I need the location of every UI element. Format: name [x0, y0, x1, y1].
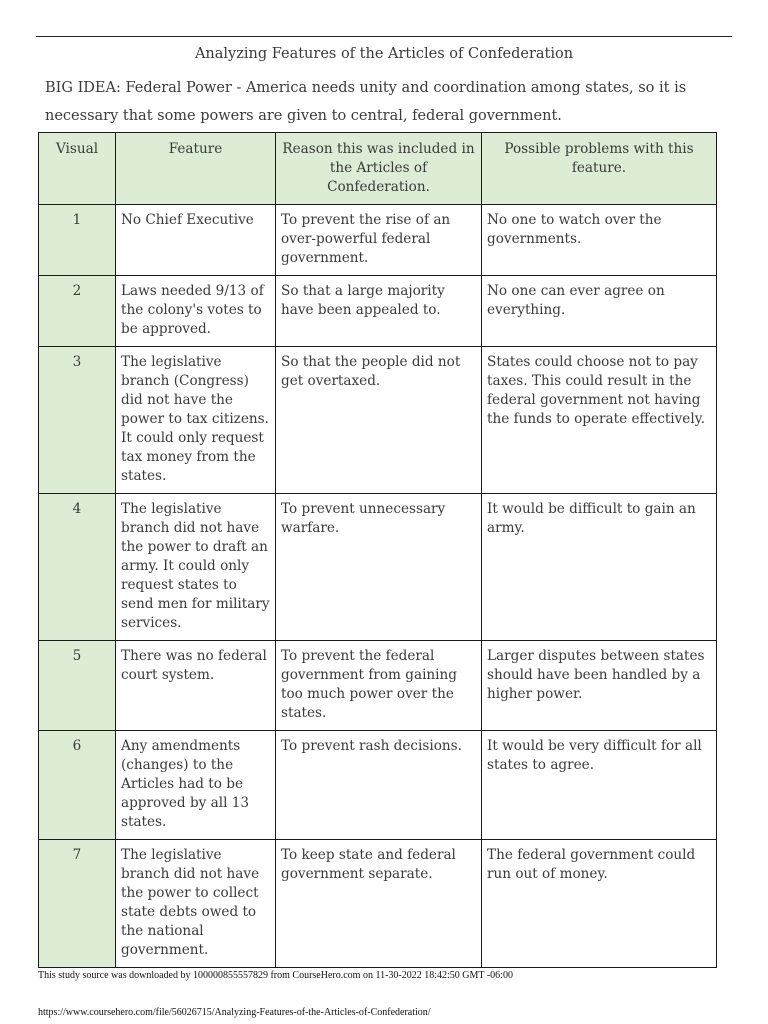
visual-cell: 4: [39, 494, 116, 641]
table-row: [39, 347, 717, 494]
problem-cell: It would be difficult to gain an army.: [482, 494, 717, 641]
download-notice: This study source was downloaded by 100000855557829 from CourseHero.com on 11-30-2022 18:42:50 GMT -06:00: [38, 970, 513, 981]
feature-cell: The legislative branch did not have the power to draft an army. It could only request states to send men for military services.: [116, 494, 276, 641]
visual-cell: 1: [39, 205, 116, 276]
reason-cell: To prevent rash decisions.: [276, 731, 482, 840]
problem-cell: No one can ever agree on everything.: [482, 276, 717, 347]
feature-cell: The legislative branch (Congress) did not have the power to tax citizens. It could only request tax money from the states.: [116, 347, 276, 494]
problem-cell: The federal government could run out of money.: [482, 840, 717, 968]
header-visual: Visual: [39, 133, 116, 205]
visual-cell: 6: [39, 731, 116, 840]
reason-cell: To prevent the rise of an over-powerful federal government.: [276, 205, 482, 276]
reason-cell: To prevent the federal government from gaining too much power over the states.: [276, 641, 482, 731]
table-row: [39, 276, 717, 347]
feature-cell: Any amendments (changes) to the Articles had to be approved by all 13 states.: [116, 731, 276, 840]
feature-cell: The legislative branch did not have the power to collect state debts owed to the national government.: [116, 840, 276, 968]
header-problems: Possible problems with this feature.: [482, 133, 717, 205]
top-divider: [36, 36, 732, 37]
feature-cell: No Chief Executive: [116, 205, 276, 276]
table-row: [39, 731, 717, 840]
visual-cell: 3: [39, 347, 116, 494]
table-row: [39, 840, 717, 968]
table-row: [39, 205, 717, 276]
header-reason: Reason this was included in the Articles of Confederation.: [276, 133, 482, 205]
table-header-row: [39, 133, 717, 205]
visual-cell: 2: [39, 276, 116, 347]
visual-cell: 7: [39, 840, 116, 968]
source-url: https://www.coursehero.com/file/56026715/Analyzing-Features-of-the-Articles-of-Confederation/: [38, 1007, 431, 1018]
header-feature: Feature: [116, 133, 276, 205]
problem-cell: States could choose not to pay taxes. This could result in the federal government not having the funds to operate effectively.: [482, 347, 717, 494]
table-body: [39, 205, 717, 968]
big-idea-line-2: necessary that some powers are given to central, federal government.: [45, 108, 562, 124]
visual-cell: 5: [39, 641, 116, 731]
reason-cell: To prevent unnecessary warfare.: [276, 494, 482, 641]
feature-cell: There was no federal court system.: [116, 641, 276, 731]
big-idea-line-1: BIG IDEA: Federal Power - America needs unity and coordination among states, so it is: [45, 80, 687, 96]
problem-cell: No one to watch over the governments.: [482, 205, 717, 276]
reason-cell: So that a large majority have been appealed to.: [276, 276, 482, 347]
reason-cell: To keep state and federal government separate.: [276, 840, 482, 968]
problem-cell: It would be very difficult for all states to agree.: [482, 731, 717, 840]
table-row: [39, 494, 717, 641]
problem-cell: Larger disputes between states should have been handled by a higher power.: [482, 641, 717, 731]
document-title: Analyzing Features of the Articles of Confederation: [194, 46, 574, 62]
table-row: [39, 641, 717, 731]
big-idea: [45, 74, 725, 130]
reason-cell: So that the people did not get overtaxed.: [276, 347, 482, 494]
features-table: [38, 132, 717, 968]
feature-cell: Laws needed 9/13 of the colony's votes to be approved.: [116, 276, 276, 347]
